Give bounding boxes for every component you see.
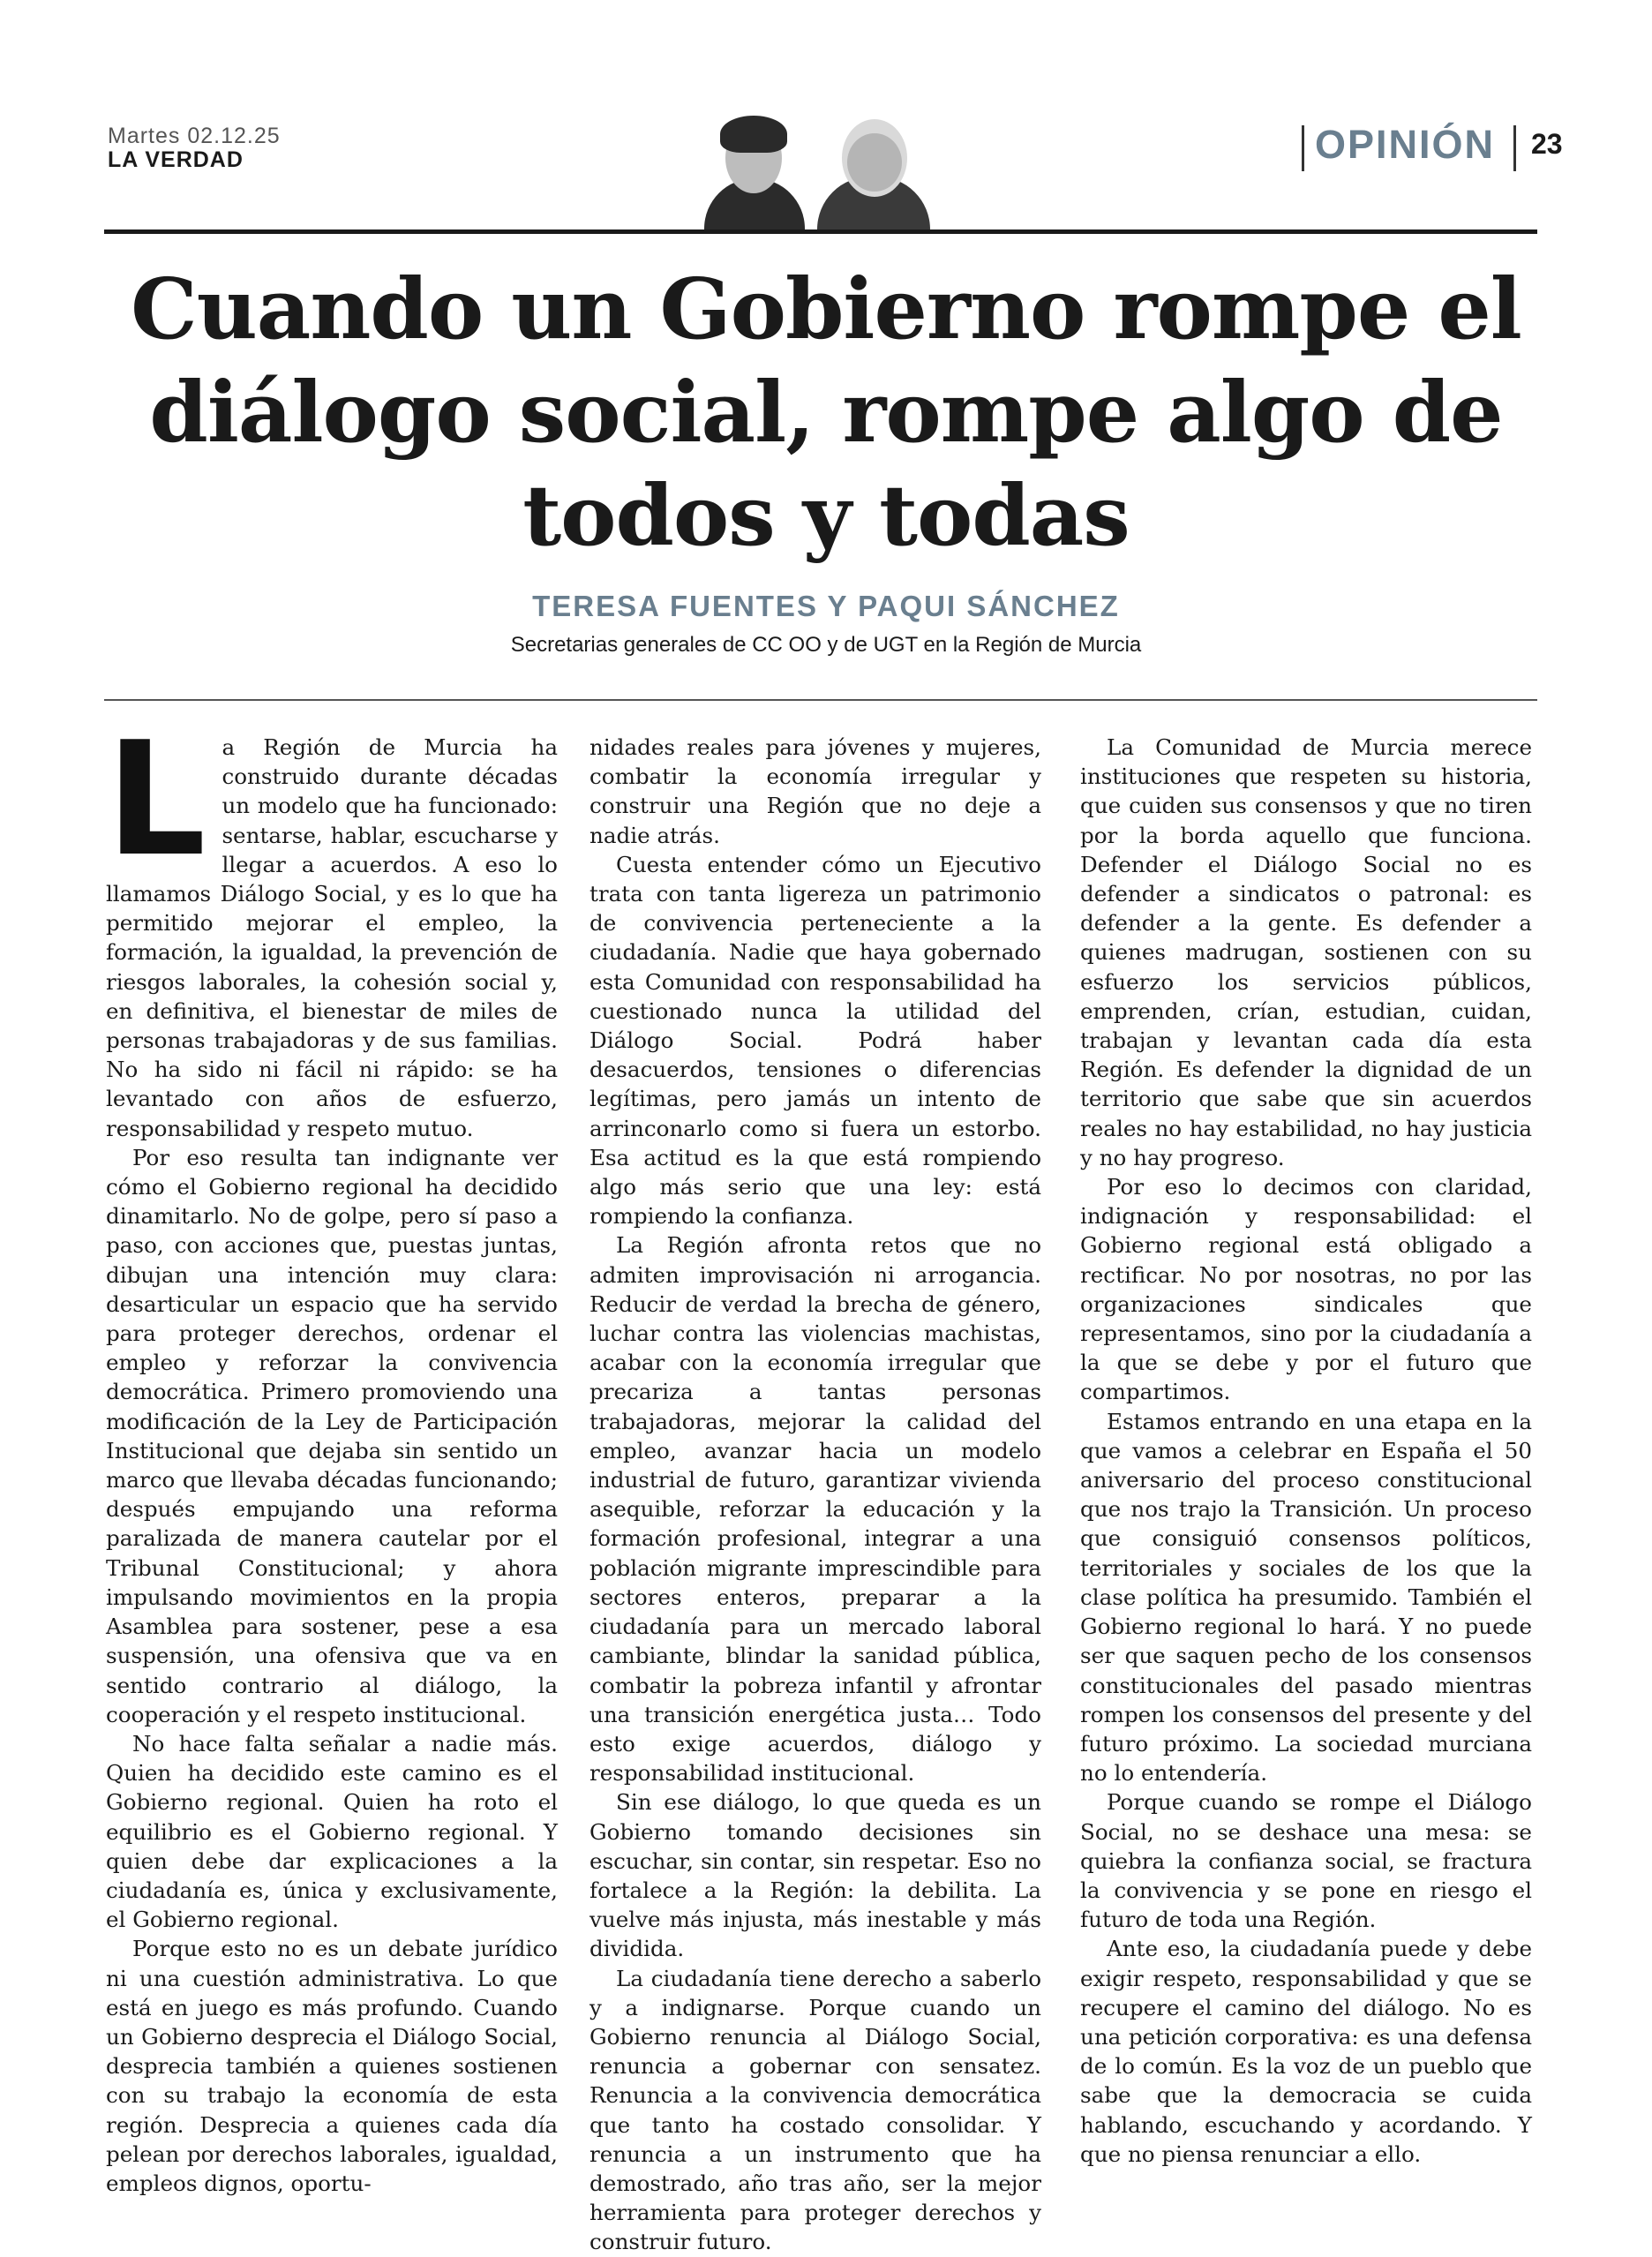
paragraph: Sin ese diálogo, lo que queda es un Gobierno tomando decisiones sin escuchar, sin contar, sin respetar. Eso no fortalece a la Región: la debilita. La vuelve más injusta, más inestable y más dividida.	[589, 1789, 1041, 1962]
paragraph: La ciudadanía tiene derecho a saberlo y a indignarse. Porque cuando un Gobierno renuncia al Diálogo Social, renuncia a gobernar con sensatez. Renuncia a la convivencia democrática que tanto ha costado consolidar. Y renuncia a un instrumento que ha demostrado, año tras año, ser la mejor herramienta para proteger derechos y construir futuro.	[589, 1965, 1041, 2255]
paragraph: nidades reales para jóvenes y mujeres, combatir la economía irregular y construir una Región que no deje a nadie atrás.	[589, 734, 1041, 848]
header-rule	[104, 229, 1537, 234]
article-column-3	[1080, 733, 1532, 2169]
paragraph	[106, 708, 558, 1143]
author-photo-1	[697, 110, 812, 229]
author-photos	[688, 110, 944, 229]
page-number: 23	[1531, 128, 1563, 160]
section-divider	[1302, 125, 1304, 171]
paragraph: La Comunidad de Murcia merece instituciones que respeten su historia, que cuiden sus consensos y que no tiren por la borda aquello que funciona. Defender el Diálogo Social no es defender a sindicatos o patronal: es defender a la gente. Es defender a quienes madrugan, sostienen con su esfuerzo los servicios públicos, emprenden, crían, estudian, cuidan, trabajan y levantan cada día esta Región. Es defender la dignidad de un territorio que sabe que sin acuerdos reales no hay estabilidad, no hay justicia y no hay progreso.	[1080, 734, 1532, 1170]
paragraph: Por eso resulta tan indignante ver cómo el Gobierno regional ha decidido dinamitarlo. No de golpe, pero sí paso a paso, con acciones que, puestas juntas, dibujan una intención muy clara: desarticular un espacio que ha servido para proteger derechos, ordenar el empleo y reforzar la convivencia democrática. Primero promoviendo una modificación de la Ley de Participación Institucional que dejaba sin sentido un marco que llevaba décadas funcionando; después empujando una reforma paralizada de manera cautelar por el Tribunal Constitucional; y ahora impulsando movimientos en la propia Asamblea para sostener, pese a esa suspensión, una ofensiva que va en sentido contrario al diálogo, la cooperación y el respeto institucional.	[106, 1144, 558, 1727]
article-column-1	[106, 708, 558, 2198]
paragraph: Porque cuando se rompe el Diálogo Social, no se deshace una mesa: se quiebra la confianza social, se fractura la convivencia y se pone en riesgo el futuro de toda una Región.	[1080, 1789, 1532, 1933]
byline-role: Secretarias generales de CC OO y de UGT en la Región de Murcia	[510, 633, 1142, 657]
section-title: OPINIÓN	[1315, 122, 1496, 167]
paragraph: Porque esto no es un debate jurídico ni una cuestión administrativa. Lo que está en juego es más profundo. Cuando un Gobierno desprecia el Diálogo Social, desprecia también a quienes sostienen con su trabajo la economía de esta región. Desprecia a quienes cada día pelean por derechos laborales, igualdad, empleos dignos, oportu-	[106, 1936, 558, 2196]
article-byline: TERESA FUENTES Y PAQUI SÁNCHEZ	[532, 590, 1120, 622]
issue-date: Martes 02.12.25	[108, 124, 281, 148]
article-column-2	[589, 733, 1041, 2257]
paragraph: Cuesta entender cómo un Ejecutivo trata con tanta ligereza un patrimonio de convivencia perteneciente a la ciudadanía. Nadie que haya gobernado esta Comunidad con responsabilidad ha cuestionado nunca la utilidad del Diálogo Social. Podrá haber desacuerdos, tensiones o diferencias legítimas, pero jamás un intento de arrinconarlo como si fuera un estorbo. Esa actitud es la que está rompiendo algo más serio que una ley: está rompiendo la confianza.	[589, 851, 1041, 1230]
drop-cap: L	[106, 708, 206, 891]
author-photo-2	[812, 110, 935, 229]
paragraph-text: a Región de Murcia ha construido durante décadas un modelo que ha funcionado: sentarse, hablar, escucharse y llegar a acuerdos. A eso lo llamamos Diálogo Social, y es lo que ha permitido mejorar el empleo, la formación, la igualdad, la prevención de riesgos laborales, la cohesión social y, en definitiva, el bienestar de miles de personas trabajadoras y de sus familias. No ha sido ni fácil ni rápido: se ha levantado con años de esfuerzo, responsabilidad y respeto mutuo.	[106, 734, 558, 1141]
paragraph: La Región afronta retos que no admiten improvisación ni arrogancia. Reducir de verdad la brecha de género, luchar contra las violencias machistas, acabar con la economía irregular que precariza a tantas personas trabajadoras, mejorar la calidad del empleo, avanzar hacia un modelo industrial de futuro, garantizar vivienda asequible, reforzar la educación y la formación profesional, integrar a una población migrante imprescindible para sectores enteros, preparar a la ciudadanía para un mercado laboral cambiante, blindar la sanidad pública, combatir la pobreza infantil y afrontar una transición energética justa… Todo esto exige acuerdos, diálogo y responsabilidad institucional.	[589, 1232, 1041, 1787]
paragraph: Por eso lo decimos con claridad, indignación y responsabilidad: el Gobierno regional está obligado a rectificar. No por nosotras, no por las organizaciones sindicales que representamos, sino por la ciudadanía a la que se debe y por el futuro que compartimos.	[1080, 1174, 1532, 1405]
paragraph: Estamos entrando en una etapa en la que vamos a celebrar en España el 50 aniversario del proceso constitucional que nos trajo la Transición. Un proceso que consiguió consensos políticos, territoriales y sociales de los que la clase política ha presumido. También el Gobierno regional lo hará. Y no puede ser que saquen pecho de los consensos constitucionales del pasado mientras rompen los consensos del presente y del futuro próximo. La sociedad murciana no lo entendería.	[1080, 1408, 1532, 1787]
paragraph: Ante eso, la ciudadanía puede y debe exigir respeto, responsabilidad y que se recupere el camino del diálogo. No es una petición corporativa: es una defensa de lo común. Es la voz de un pueblo que sabe que la democracia se cuida hablando, escuchando y acordando. Y que no piensa renunciar a ello.	[1080, 1936, 1532, 2167]
headline-rule	[104, 699, 1537, 701]
paragraph: No hace falta señalar a nadie más. Quien ha decidido este camino es el Gobierno regional. Quien ha roto el equilibrio es el Gobierno regional. Y quien debe dar explicaciones a la ciudadanía es, única y exclusivamente, el Gobierno regional.	[106, 1730, 558, 1933]
newspaper-name: LA VERDAD	[108, 147, 244, 172]
article-headline: Cuando un Gobierno rompe el diálogo social, rompe algo de todos y todas	[131, 260, 1521, 565]
page-number-divider	[1513, 125, 1516, 171]
